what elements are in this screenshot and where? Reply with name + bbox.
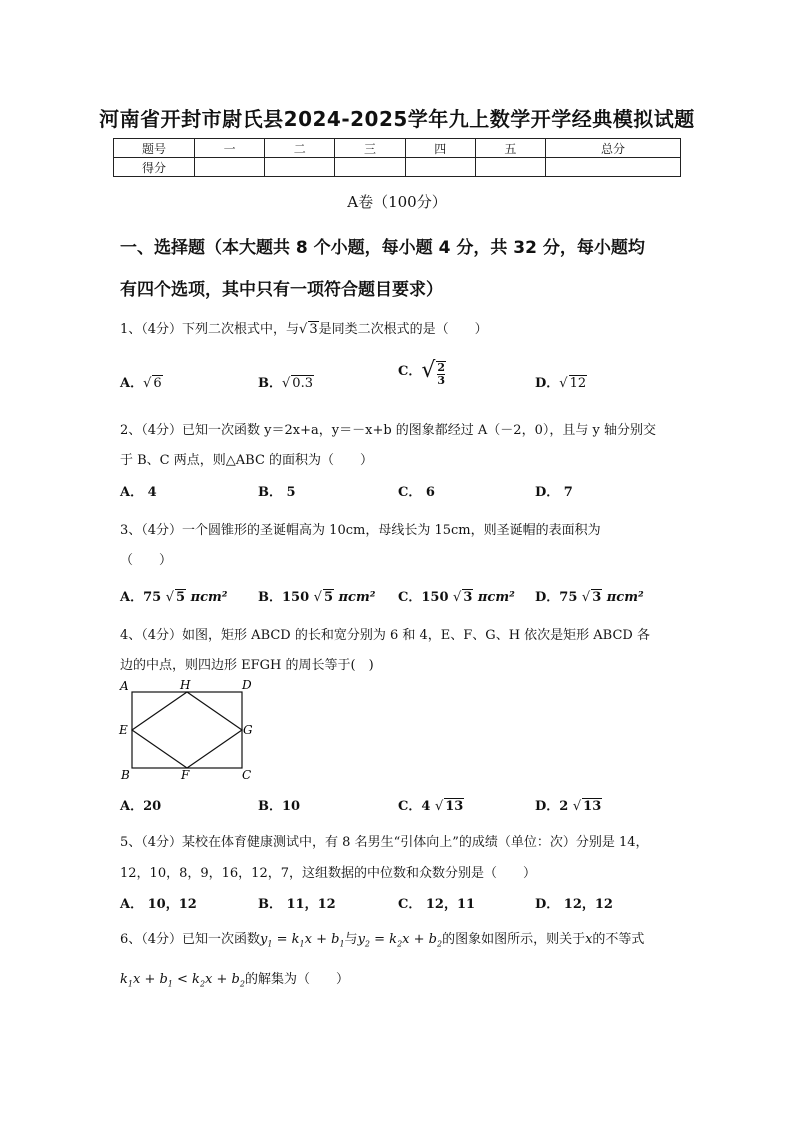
score-table-header-row bbox=[114, 139, 681, 158]
q6-mid2: 的图象如图所示，则关于 bbox=[442, 932, 586, 947]
option-text: 10 bbox=[282, 799, 301, 814]
score-table-header: 二 bbox=[265, 139, 335, 158]
variable-x: x bbox=[585, 932, 593, 947]
label-h: H bbox=[180, 678, 191, 692]
q1-option-c[interactable]: C．√ $\frac{2}{3}$ bbox=[398, 358, 446, 387]
option-unit: πcm² bbox=[477, 590, 515, 605]
option-coefficient: 75 bbox=[559, 590, 578, 605]
option-radicand: 12 bbox=[569, 376, 587, 391]
fraction-denominator: 3 bbox=[437, 373, 446, 387]
equation-y1: $y_1 = k_1x + b_1$ bbox=[260, 932, 345, 949]
question-5-line2: 12，10，8，9，16，12，7，这组数据的中位数和众数分别是（ ） bbox=[120, 866, 536, 881]
option-coefficient: 150 bbox=[282, 590, 310, 605]
q3-option-c[interactable]: C．150 √ 3 πcm² bbox=[398, 590, 515, 605]
q1-option-b[interactable]: B．√ 0.3 bbox=[258, 376, 313, 391]
option-unit: πcm² bbox=[190, 590, 228, 605]
label-a: A bbox=[120, 679, 129, 693]
score-cell[interactable] bbox=[335, 158, 405, 177]
option-letter: D． bbox=[535, 590, 560, 605]
question-3-line2: （ ） bbox=[120, 553, 173, 568]
option-radicand: 13 bbox=[445, 799, 464, 814]
option-coefficient: 75 bbox=[143, 590, 162, 605]
option-letter: A． bbox=[120, 590, 144, 605]
section-heading-line1: 一、选择题（本大题共 8 个小题，每小题 4 分，共 32 分，每小题均 bbox=[120, 238, 645, 258]
equation-y2: $y_2 = k_2x + b_2$ bbox=[357, 932, 443, 949]
q3-option-a[interactable]: A．75 √ 5 πcm² bbox=[120, 590, 228, 605]
label-d: D bbox=[242, 678, 252, 692]
option-unit: πcm² bbox=[338, 590, 376, 605]
q6-mid1: 与 bbox=[344, 932, 358, 947]
option-fraction bbox=[436, 361, 446, 387]
label-e: E bbox=[119, 723, 128, 737]
score-cell[interactable] bbox=[265, 158, 335, 177]
option-letter: A． bbox=[120, 376, 144, 391]
q2-option-d[interactable]: D． 7 bbox=[535, 485, 573, 500]
score-table-header: 五 bbox=[475, 139, 545, 158]
q1-suffix: 是同类二次根式的是（ ） bbox=[318, 322, 488, 337]
paper-label: A卷（100分） bbox=[347, 193, 447, 211]
score-table-header: 总分 bbox=[546, 139, 681, 158]
q6-line2-suffix: 的解集为（ ） bbox=[244, 972, 349, 987]
score-table-header: 题号 bbox=[114, 139, 195, 158]
option-radicand: 13 bbox=[583, 799, 602, 814]
question-4-line1: 4、（4分）如图，矩形 ABCD 的长和宽分别为 6 和 4，E、F、G、H 依次是矩形 ABCD 各 bbox=[120, 628, 650, 643]
score-table-header: 三 bbox=[335, 139, 405, 158]
q4-option-a[interactable] bbox=[120, 795, 161, 814]
q1-radicand: 3 bbox=[309, 322, 318, 337]
question-5-line1: 5、（4分）某校在体育健康测试中，有 8 名男生“引体向上”的成绩（单位：次）分别是 14， bbox=[120, 835, 649, 850]
rectangle-figure bbox=[116, 676, 262, 782]
score-table bbox=[113, 138, 681, 177]
score-cell[interactable] bbox=[546, 158, 681, 177]
option-coefficient: 2 bbox=[559, 799, 569, 814]
score-cell[interactable] bbox=[405, 158, 475, 177]
q2-option-b[interactable]: B． 5 bbox=[258, 485, 296, 500]
label-f: F bbox=[181, 768, 190, 782]
question-4-line2: 边的中点，则四边形 EFGH 的周长等于( ) bbox=[120, 658, 374, 673]
q6-prefix: 6、（4分）已知一次函数 bbox=[120, 932, 261, 947]
score-cell[interactable] bbox=[475, 158, 545, 177]
option-letter: D． bbox=[535, 799, 560, 814]
option-letter: B． bbox=[258, 590, 282, 605]
question-2-line1: 2、（4分）已知一次函数 y＝2x+a，y＝－x+b 的图象都经过 A（－2，0），且与 y 轴分别交 bbox=[120, 423, 656, 438]
q4-option-d[interactable]: D．2 √ 13 bbox=[535, 799, 602, 814]
q4-option-c[interactable]: C．4 √ 13 bbox=[398, 799, 464, 814]
question-1: 1、（4分）下列二次根式中，与√ 3是同类二次根式的是（ ） bbox=[120, 322, 488, 337]
quadrilateral-efgh bbox=[132, 692, 242, 768]
option-coefficient: 4 bbox=[421, 799, 431, 814]
q1-option-d[interactable]: D．√ 12 bbox=[535, 376, 587, 391]
q5-option-b[interactable]: B． 11，12 bbox=[258, 897, 336, 912]
option-radicand: 0.3 bbox=[292, 376, 313, 391]
option-radicand: 3 bbox=[592, 590, 602, 605]
option-coefficient: 150 bbox=[421, 590, 449, 605]
option-letter: D． bbox=[535, 376, 560, 391]
q2-option-c[interactable]: C． 6 bbox=[398, 485, 435, 500]
inequality: $k_1x + b_1 < k_2x + b_2$ bbox=[120, 972, 245, 989]
score-row-label: 得分 bbox=[114, 158, 195, 177]
q2-option-a[interactable]: A． 4 bbox=[120, 485, 157, 500]
option-radicand: 5 bbox=[176, 590, 186, 605]
question-6-line1 bbox=[120, 928, 644, 949]
score-table-header: 一 bbox=[195, 139, 265, 158]
option-letter: C． bbox=[398, 590, 422, 605]
option-letter: B． bbox=[258, 799, 282, 814]
score-table-header: 四 bbox=[405, 139, 475, 158]
question-2-line2: 于 B、C 两点，则△ABC 的面积为（ ） bbox=[120, 453, 374, 468]
rectangle-abcd bbox=[132, 692, 242, 768]
option-letter: C． bbox=[398, 364, 422, 379]
q1-prefix: 1、（4分）下列二次根式中，与 bbox=[120, 322, 300, 337]
fraction-numerator: 2 bbox=[437, 360, 446, 374]
question-6-line2 bbox=[120, 968, 349, 989]
q3-option-d[interactable]: D．75 √ 3 πcm² bbox=[535, 590, 644, 605]
option-letter: A． bbox=[120, 799, 144, 814]
score-table-score-row bbox=[114, 158, 681, 177]
label-g: G bbox=[243, 723, 253, 737]
q1-option-a[interactable]: A．√ 6 bbox=[120, 376, 162, 391]
q6-suffix: 的不等式 bbox=[592, 932, 645, 947]
option-letter: C． bbox=[398, 799, 422, 814]
section-heading-line2: 有四个选项，其中只有一项符合题目要求） bbox=[120, 280, 443, 300]
option-text: 20 bbox=[143, 799, 162, 814]
label-c: C bbox=[242, 768, 252, 782]
option-radicand: 3 bbox=[463, 590, 473, 605]
q3-option-b[interactable]: B．150 √ 5 πcm² bbox=[258, 590, 376, 605]
option-radicand: 6 bbox=[153, 376, 162, 391]
option-radicand: 5 bbox=[323, 590, 334, 605]
q5-option-c[interactable]: C． 12，11 bbox=[398, 897, 476, 912]
page-title: 河南省开封市尉氏县2024-2025学年九上数学开学经典模拟试题 bbox=[99, 107, 695, 131]
label-b: B bbox=[121, 768, 130, 782]
option-unit: πcm² bbox=[606, 590, 644, 605]
score-cell[interactable] bbox=[195, 158, 265, 177]
q5-option-d[interactable]: D． 12，12 bbox=[535, 897, 613, 912]
q4-option-b[interactable] bbox=[258, 795, 300, 814]
q5-option-a[interactable]: A． 10，12 bbox=[120, 897, 197, 912]
option-letter: B． bbox=[258, 376, 282, 391]
question-3-line1: 3、（4分）一个圆锥形的圣诞帽高为 10cm，母线长为 15cm，则圣诞帽的表面积为 bbox=[120, 523, 601, 538]
